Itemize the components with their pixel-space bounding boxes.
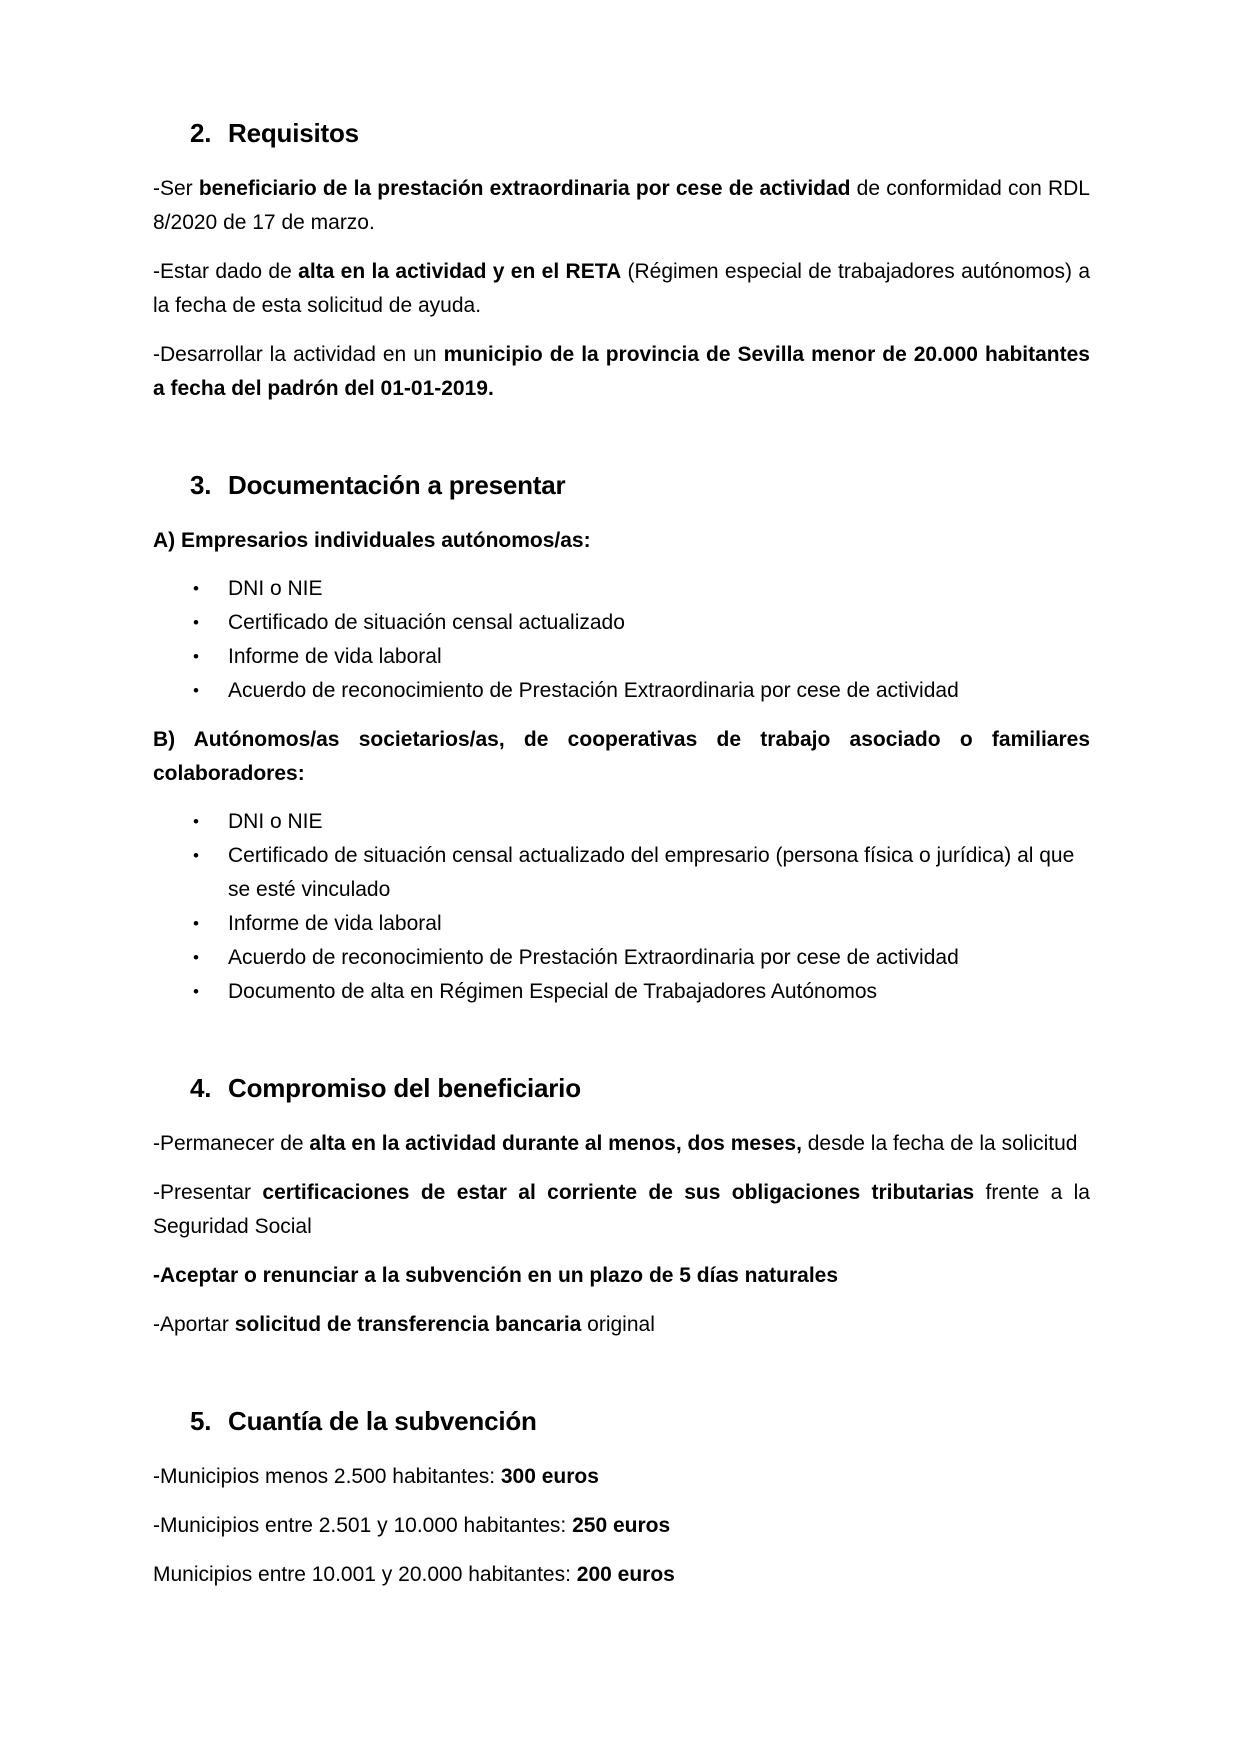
paragraph: -Aportar solicitud de transferencia bancaria original xyxy=(153,1313,655,1336)
section-requisitos xyxy=(153,118,1090,406)
subsection-heading: A) Empresarios individuales autónomos/as: xyxy=(153,529,591,552)
bullet-list xyxy=(153,572,1090,708)
bullet-icon: • xyxy=(193,812,199,831)
list-item-text: Acuerdo de reconocimiento de Prestación Extraordinaria por cese de actividad xyxy=(228,946,959,969)
list-item xyxy=(153,572,1090,606)
list-item xyxy=(153,640,1090,674)
bullet-icon: • xyxy=(193,613,199,632)
section-cuantia xyxy=(153,1406,1090,1592)
list-item xyxy=(153,606,1090,640)
bullet-icon: • xyxy=(193,681,199,700)
section-number: 4. xyxy=(190,1073,212,1103)
section-heading xyxy=(153,1073,1090,1103)
list-item-text: DNI o NIE xyxy=(228,810,323,833)
paragraph: -Municipios menos 2.500 habitantes: 300 euros xyxy=(153,1465,599,1488)
list-item-text: Informe de vida laboral xyxy=(228,912,442,935)
bullet-icon: • xyxy=(193,846,199,865)
paragraph: Municipios entre 10.001 y 20.000 habitantes: 200 euros xyxy=(153,1563,675,1586)
list-item xyxy=(153,805,1090,839)
bullet-icon: • xyxy=(193,647,199,666)
list-item-text: Informe de vida laboral xyxy=(228,645,442,668)
section-documentacion xyxy=(153,470,1090,1009)
list-item xyxy=(153,839,1090,907)
section-heading xyxy=(153,470,1090,500)
paragraph: -Desarrollar la actividad en un municipio de la provincia de Sevilla menor de 20.000 habitantes a fecha del padrón del 01-01-2019. xyxy=(153,343,1090,400)
bullet-list xyxy=(153,805,1090,1009)
paragraph: -Aceptar o renunciar a la subvención en un plazo de 5 días naturales xyxy=(153,1264,839,1287)
paragraph: -Estar dado de alta en la actividad y en el RETA (Régimen especial de trabajadores autónomos) a la fecha de esta solicitud de ayuda. xyxy=(153,260,1090,317)
paragraph: -Municipios entre 2.501 y 10.000 habitantes: 250 euros xyxy=(153,1514,671,1537)
section-compromiso xyxy=(153,1073,1090,1342)
paragraph: -Permanecer de alta en la actividad durante al menos, dos meses, desde la fecha de la solicitud xyxy=(153,1132,1078,1155)
section-heading xyxy=(153,118,1090,148)
list-item-text: Certificado de situación censal actualizado xyxy=(228,611,625,634)
list-item xyxy=(153,907,1090,941)
section-title: Compromiso del beneficiario xyxy=(228,1073,581,1103)
subsection-heading: B) Autónomos/as societarios/as, de cooperativas de trabajo asociado o familiares colaboradores: xyxy=(153,728,1090,785)
section-number: 5. xyxy=(190,1406,212,1436)
section-number: 3. xyxy=(190,470,212,500)
section-number: 2. xyxy=(190,118,212,148)
bullet-icon: • xyxy=(193,948,199,967)
section-heading xyxy=(153,1406,1090,1436)
list-item xyxy=(153,975,1090,1009)
list-item-text: Acuerdo de reconocimiento de Prestación Extraordinaria por cese de actividad xyxy=(228,679,959,702)
section-title: Requisitos xyxy=(228,118,359,148)
section-title: Documentación a presentar xyxy=(228,470,566,500)
list-item-text: Certificado de situación censal actualizado del empresario (persona física o jurídica) al que se esté vinculado xyxy=(228,844,1075,901)
list-item-text: DNI o NIE xyxy=(228,577,323,600)
list-item-text: Documento de alta en Régimen Especial de Trabajadores Autónomos xyxy=(228,980,878,1003)
paragraph: -Ser beneficiario de la prestación extraordinaria por cese de actividad de conformidad con RDL 8/2020 de 17 de marzo. xyxy=(153,177,1090,234)
bullet-icon: • xyxy=(193,579,199,598)
bullet-icon: • xyxy=(193,982,199,1001)
section-title: Cuantía de la subvención xyxy=(228,1406,537,1436)
paragraph: -Presentar certificaciones de estar al corriente de sus obligaciones tributarias frente a la Seguridad Social xyxy=(153,1181,1090,1238)
bullet-icon: • xyxy=(193,914,199,933)
list-item xyxy=(153,674,1090,708)
list-item xyxy=(153,941,1090,975)
